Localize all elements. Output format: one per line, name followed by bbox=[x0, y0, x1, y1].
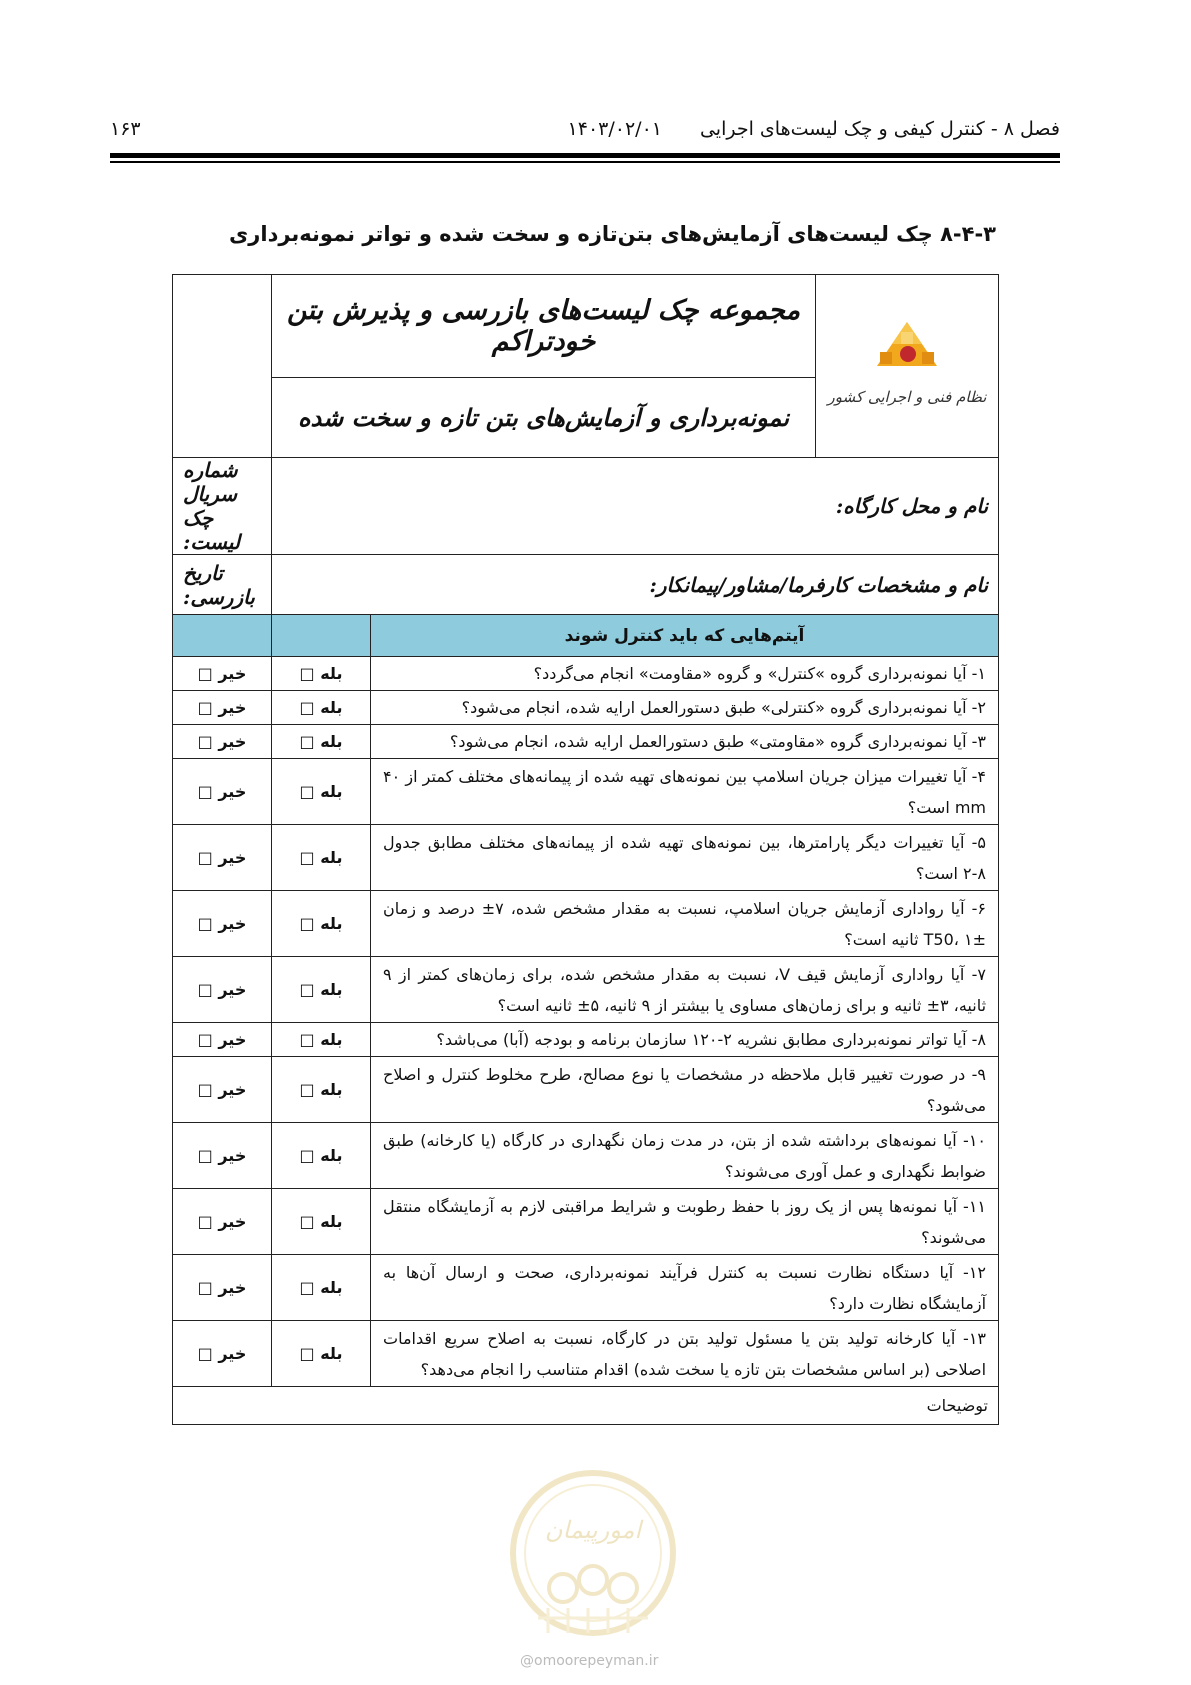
yes-checkbox[interactable]: بله □ bbox=[272, 1123, 371, 1189]
blank-corner-cell bbox=[173, 275, 272, 458]
question-text: ۳- آیا نمونه‌برداری گروه «مقاومتی» طبق دستورالعمل ارایه شده، انجام می‌شود؟ bbox=[371, 725, 999, 759]
table-row bbox=[173, 1123, 999, 1189]
workshop-name-label: نام و محل کارگاه: bbox=[272, 458, 999, 555]
chapter-title: فصل ۸ - کنترل کیفی و چک لیست‌های اجرایی bbox=[699, 118, 1060, 140]
organization-logo bbox=[827, 314, 987, 414]
header-date: ۱۴۰۳/۰۲/۰۱ bbox=[567, 118, 662, 140]
question-text: ۱۱- آیا نمونه‌ها پس از یک روز با حفظ رطوبت و شرایط مراقبتی لازم به آزمایشگاه منتقل می‌شوند؟ bbox=[371, 1189, 999, 1255]
page-number: ۱۶۳ bbox=[110, 118, 141, 140]
page-header bbox=[110, 118, 1060, 148]
no-checkbox[interactable]: خیر □ bbox=[173, 1123, 272, 1189]
no-checkbox[interactable]: خیر □ bbox=[173, 759, 272, 825]
no-checkbox[interactable]: خیر □ bbox=[173, 1321, 272, 1387]
table-row bbox=[173, 1255, 999, 1321]
table-row bbox=[173, 1023, 999, 1057]
yes-checkbox[interactable]: بله □ bbox=[272, 1321, 371, 1387]
yes-checkbox[interactable]: بله □ bbox=[272, 691, 371, 725]
items-header-row bbox=[173, 615, 999, 657]
table-row bbox=[173, 1057, 999, 1123]
notes-field[interactable]: توضیحات bbox=[173, 1387, 999, 1425]
parties-label: نام و مشخصات کارفرما/مشاور/پیمانکار: bbox=[272, 555, 999, 615]
yes-checkbox[interactable]: بله □ bbox=[272, 759, 371, 825]
workshop-row bbox=[173, 458, 999, 555]
logo-text: نظام فنی و اجرایی کشور bbox=[827, 388, 987, 406]
notes-row bbox=[173, 1387, 999, 1425]
yes-checkbox[interactable]: بله □ bbox=[272, 957, 371, 1023]
question-text: ۶- آیا رواداری آزمایش جریان اسلامپ، نسبت به مقدار مشخص شده، ۷± درصد و زمان T50، ۱± ثانیه است؟ bbox=[371, 891, 999, 957]
table-row bbox=[173, 725, 999, 759]
question-text: ۷- آیا رواداری آزمایش قیف V، نسبت به مقدار مشخص شده، برای زمان‌های کمتر از ۹ ثانیه، ۳± ثانیه و برای زمان‌های مساوی یا بیشتر از ۹ ثانیه، ۵± ثانیه است؟ bbox=[371, 957, 999, 1023]
yes-checkbox[interactable]: بله □ bbox=[272, 891, 371, 957]
watermark-url: @omoorepeyman.ir bbox=[520, 1653, 659, 1669]
no-checkbox[interactable]: خیر □ bbox=[173, 725, 272, 759]
no-checkbox[interactable]: خیر □ bbox=[173, 1057, 272, 1123]
table-row bbox=[173, 691, 999, 725]
table-row bbox=[173, 825, 999, 891]
no-checkbox[interactable]: خیر □ bbox=[173, 957, 272, 1023]
question-text: ۱۰- آیا نمونه‌های برداشته شده از بتن، در مدت زمان نگهداری در کارگاه (یا کارخانه) طبق ضوابط نگهداری و عمل آوری می‌شوند؟ bbox=[371, 1123, 999, 1189]
checklist-set-title: مجموعه چک لیست‌های بازرسی و پذیرش بتن خودتراکم bbox=[272, 275, 816, 378]
parties-row bbox=[173, 555, 999, 615]
table-row bbox=[173, 891, 999, 957]
question-text: ۲- آیا نمونه‌برداری گروه «کنترلی» طبق دستورالعمل ارایه شده، انجام می‌شود؟ bbox=[371, 691, 999, 725]
yes-checkbox[interactable]: بله □ bbox=[272, 1057, 371, 1123]
checklist-subtitle: نمونه‌برداری و آزمایش‌های بتن تازه و سخت شده bbox=[272, 378, 816, 458]
yes-checkbox[interactable]: بله □ bbox=[272, 825, 371, 891]
items-header-no-blank bbox=[173, 615, 272, 657]
no-checkbox[interactable]: خیر □ bbox=[173, 891, 272, 957]
no-checkbox[interactable]: خیر □ bbox=[173, 657, 272, 691]
watermark-brand: امورپیمان bbox=[544, 1516, 642, 1544]
section-title: ۸-۴-۳ چک لیست‌های آزمایش‌های بتن‌تازه و سخت شده و تواتر نمونه‌برداری bbox=[229, 222, 996, 246]
table-row bbox=[173, 1321, 999, 1387]
no-checkbox[interactable]: خیر □ bbox=[173, 1189, 272, 1255]
items-header-yes-blank bbox=[272, 615, 371, 657]
no-checkbox[interactable]: خیر □ bbox=[173, 691, 272, 725]
question-text: ۹- در صورت تغییر قابل ملاحظه در مشخصات یا نوع مصالح، طرح مخلوط کنترل و اصلاح می‌شود؟ bbox=[371, 1057, 999, 1123]
logo-cell bbox=[816, 275, 999, 458]
table-row bbox=[173, 957, 999, 1023]
question-text: ۱۲- آیا دستگاه نظارت نسبت به کنترل فرآیند نمونه‌برداری، صحت و ارسال آن‌ها به آزمایشگاه نظارت دارد؟ bbox=[371, 1255, 999, 1321]
no-checkbox[interactable]: خیر □ bbox=[173, 1255, 272, 1321]
question-text: ۴- آیا تغییرات میزان جریان اسلامپ بین نمونه‌های تهیه شده از پیمانه‌های مختلف کمتر از ۴۰ mm است؟ bbox=[371, 759, 999, 825]
no-checkbox[interactable]: خیر □ bbox=[173, 825, 272, 891]
title-row-1 bbox=[173, 275, 999, 378]
question-text: ۸- آیا تواتر نمونه‌برداری مطابق نشریه ۲-۱۲۰ سازمان برنامه و بودجه (آبا) می‌باشد؟ bbox=[371, 1023, 999, 1057]
question-text: ۱۳- آیا کارخانه تولید بتن یا مسئول تولید بتن در کارگاه، نسبت به اصلاح سریع اقدامات اصلاحی (بر اساس مشخصات بتن تازه یا سخت شده) اقدام متناسب را انجام می‌دهد؟ bbox=[371, 1321, 999, 1387]
question-text: ۵- آیا تغییرات دیگر پارامترها، بین نمونه‌های تهیه شده از پیمانه‌های مختلف مطابق جدول ۸-۲ است؟ bbox=[371, 825, 999, 891]
items-header: آیتم‌هایی که باید کنترل شوند bbox=[371, 615, 999, 657]
serial-number-label: شماره سریال چک لیست: bbox=[173, 458, 272, 555]
table-row bbox=[173, 657, 999, 691]
yes-checkbox[interactable]: بله □ bbox=[272, 1189, 371, 1255]
yes-checkbox[interactable]: بله □ bbox=[272, 1023, 371, 1057]
no-checkbox[interactable]: خیر □ bbox=[173, 1023, 272, 1057]
table-row bbox=[173, 759, 999, 825]
yes-checkbox[interactable]: بله □ bbox=[272, 725, 371, 759]
watermark-seal bbox=[508, 1468, 678, 1658]
header-rule-thin bbox=[110, 161, 1060, 163]
table-row bbox=[173, 1189, 999, 1255]
question-text: ۱- آیا نمونه‌برداری گروه »کنترل» و گروه «مقاومت» انجام می‌گردد؟ bbox=[371, 657, 999, 691]
yes-checkbox[interactable]: بله □ bbox=[272, 1255, 371, 1321]
inspection-date-label: تاریخ بازرسی: bbox=[173, 555, 272, 615]
yes-checkbox[interactable]: بله □ bbox=[272, 657, 371, 691]
checklist-table bbox=[172, 274, 999, 1425]
header-rule-thick bbox=[110, 153, 1060, 158]
